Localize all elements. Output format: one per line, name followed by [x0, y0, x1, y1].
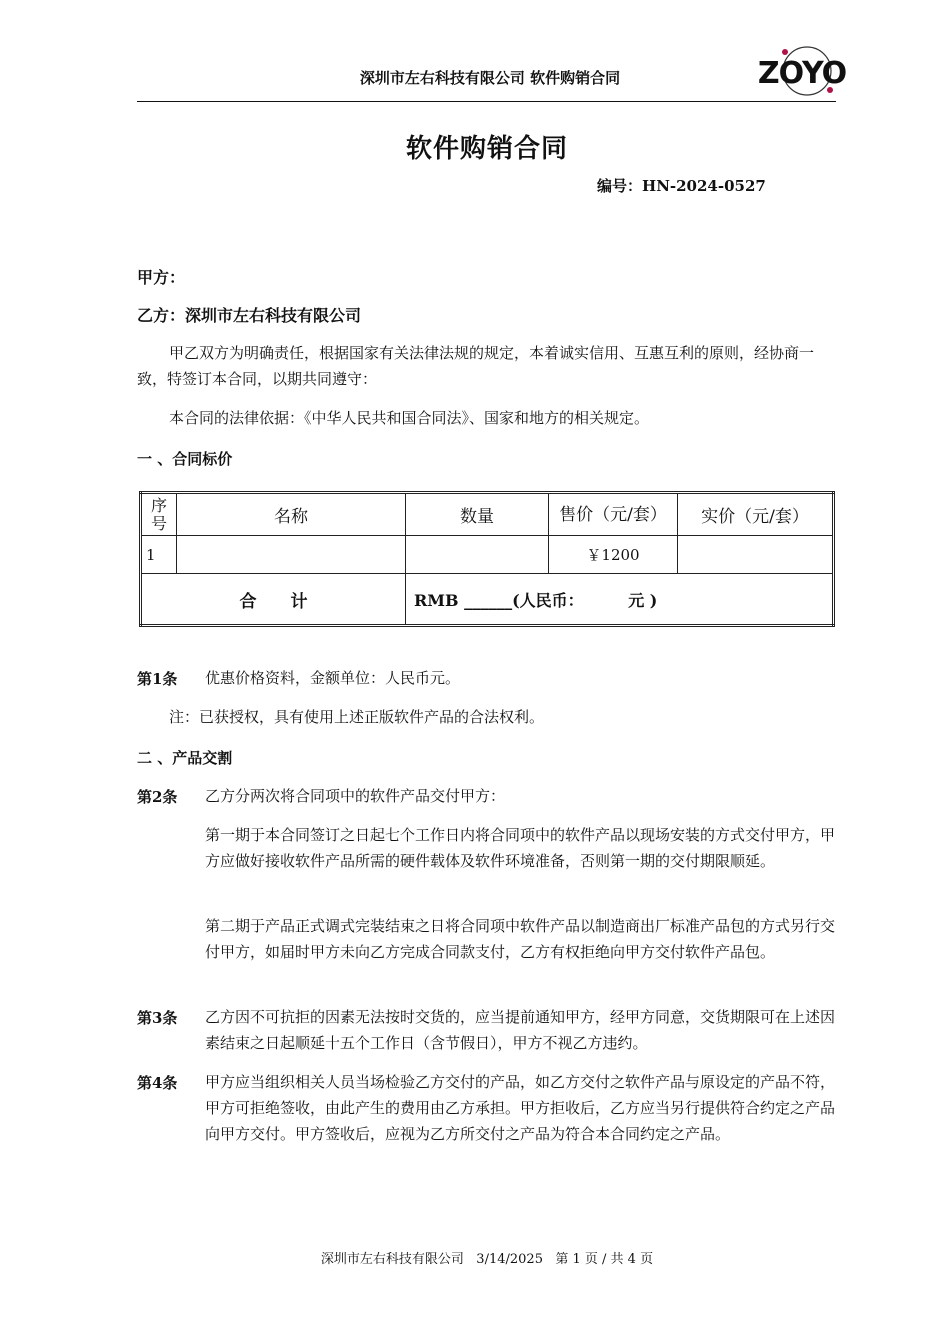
page-footer: 深圳市左右科技有限公司 3/14/2025 第 1 页 / 共 4 页	[320, 1252, 654, 1267]
table-total-row	[141, 574, 834, 626]
party-a: 甲方：	[137, 268, 186, 287]
document-title: 软件购销合同	[405, 134, 568, 164]
legal-basis-paragraph: 本合同的法律依据：《中华人民共和国合同法》、国家和地方的相关规定。	[169, 409, 650, 427]
cell-price: ￥1200	[549, 536, 678, 574]
cell-name	[177, 536, 406, 574]
col-header-actual: 实价（元/套）	[678, 493, 834, 536]
authorization-note: 注：已获授权，具有使用上述正版软件产品的合法权利。	[169, 708, 545, 726]
article-1-text: 优惠价格资料，金额单位：人民币元。	[205, 669, 461, 687]
cell-no: 1	[141, 536, 177, 574]
col-header-price: 售价（元/套）	[549, 493, 678, 536]
article-4-number: 第4条	[137, 1074, 178, 1092]
cell-qty	[406, 536, 549, 574]
total-value: RMB ______(人民币： 元 )	[406, 574, 834, 626]
table-header-row	[141, 493, 834, 536]
article-2-phase-1: 第一期于本合同签订之日起七个工作日内将合同项中的软件产品以现场安装的方式交付甲方，甲方应做好接收软件产品所需的硬件载体及软件环境准备，否则第一期的交付期限顺延。	[205, 826, 836, 870]
section-1-title: 一 、合同标价	[137, 450, 233, 468]
header-divider	[137, 101, 836, 102]
intro-paragraph: 甲乙双方为明确责任，根据国家有关法律法规的规定，本着诚实信用、互惠互利的原则，经协商一致，特签订本合同，以期共同遵守：	[137, 344, 815, 388]
contract-number-label: 编号：	[597, 177, 643, 195]
article-3-text: 乙方因不可抗拒的因素无法按时交货的，应当提前通知甲方，经甲方同意，交货期限可在上述因素结束之日起顺延十五个工作日（含节假日），甲方不视乙方违约。	[205, 1008, 836, 1052]
col-header-qty: 数量	[406, 493, 549, 536]
contract-number	[597, 175, 766, 196]
cell-actual	[678, 536, 834, 574]
article-4-text: 甲方应当组织相关人员当场检验乙方交付的产品，如乙方交付之软件产品与原设定的产品不符，甲方可拒绝签收，由此产生的费用由乙方承担。甲方拒收后，乙方应当另行提供符合约定之产品向甲方交付。甲方签收后，应视为乙方所交付之产品为符合本合同约定之产品。	[205, 1073, 836, 1143]
contract-number-value: HN-2024-0527	[642, 177, 766, 195]
col-header-no: 序号	[141, 493, 177, 536]
section-2-title: 二 、产品交割	[137, 749, 233, 767]
party-b: 乙方：深圳市左右科技有限公司	[137, 306, 362, 325]
svg-text:ZOYO: ZOYO	[757, 56, 847, 91]
article-2-text: 乙方分两次将合同项中的软件产品交付甲方：	[205, 787, 506, 805]
table-row	[141, 536, 834, 574]
col-header-name: 名称	[177, 493, 406, 536]
article-3-number: 第3条	[137, 1009, 178, 1027]
article-1-number: 第1条	[137, 670, 178, 688]
company-logo	[752, 43, 852, 99]
article-2-phase-2: 第二期于产品正式调式完装结束之日将合同项中软件产品以制造商出厂标准产品包的方式另行交付甲方，如届时甲方未向乙方完成合同款支付，乙方有权拒绝向甲方交付软件产品包。	[205, 917, 836, 961]
article-2-number: 第2条	[137, 788, 178, 806]
price-table	[139, 491, 835, 627]
header-title: 深圳市左右科技有限公司 软件购销合同	[359, 69, 621, 87]
total-label: 合 计	[141, 574, 406, 626]
